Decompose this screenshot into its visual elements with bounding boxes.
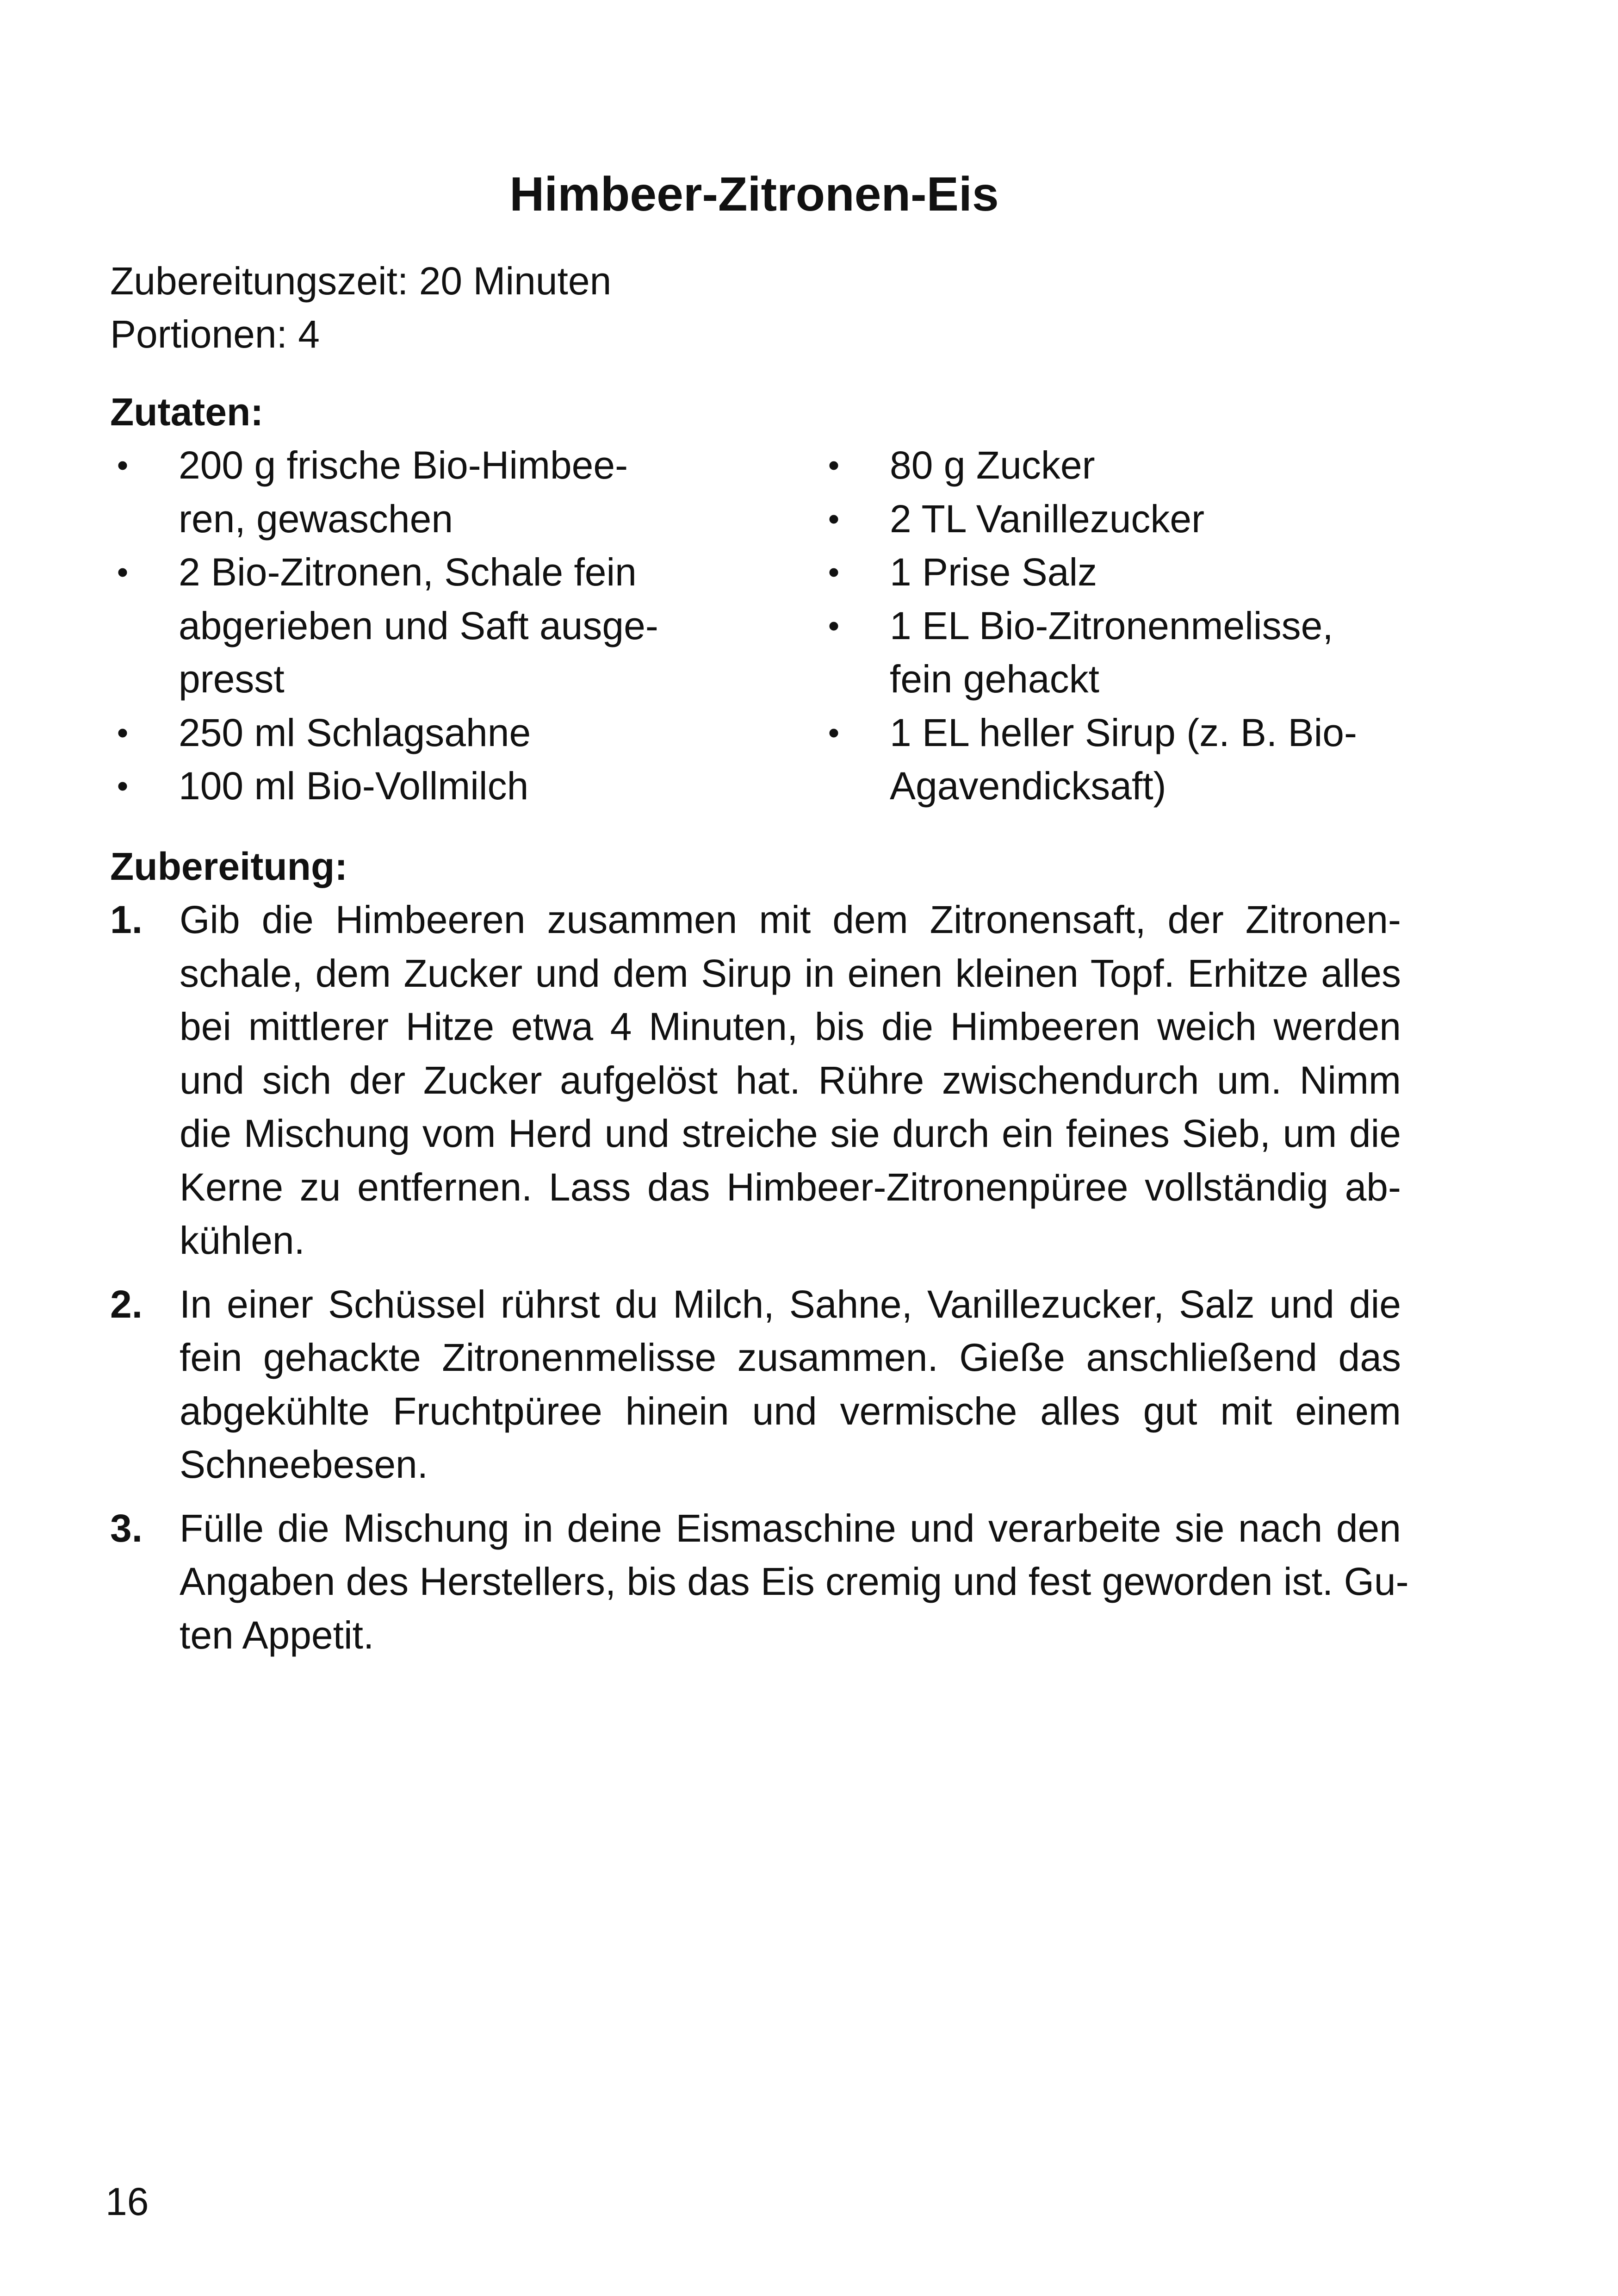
ingredient-item: • 200 g frische Bio-Himbee- ren, gewaschen (110, 439, 721, 546)
ingredient-item: • 80 g Zucker (821, 439, 1432, 492)
ingredient-item: • 2 Bio-Zitronen, Schale fein abgerieben und Saft ausge- presst (110, 546, 721, 706)
bullet-icon: • (117, 554, 129, 590)
preparation-steps (110, 893, 1409, 1672)
step-item: 2. In einer Schüssel rührst du Milch, Sahne, Vanillezucker, Salz und die fein gehackte Zitronenmelisse zusammen. Gieße anschließend das abgekühlte Fruchtpüree hinein und vermische alles gut mit einem Schneebesen. (110, 1278, 1401, 1492)
step-number: 2. (110, 1282, 143, 1326)
bullet-icon: • (828, 554, 840, 590)
ingredients-list-right (821, 439, 1432, 813)
ingredient-item: • 100 ml Bio-Vollmilch (110, 759, 721, 813)
recipe-title: Himbeer-Zitronen-Eis (509, 168, 999, 221)
bullet-icon: • (828, 500, 840, 537)
recipe-meta (110, 255, 611, 361)
ingredients-heading: Zutaten: (110, 390, 264, 434)
step-number: 1. (110, 898, 143, 941)
step-item: 3. Fülle die Mischung in deine Eismaschine und verarbeite sie nach den Angaben des Herstellers, bis das Eis cremig und fest geworden ist. Gu- ten Appetit. (110, 1502, 1401, 1662)
bullet-icon: • (117, 447, 129, 483)
step-item: 1. Gib die Himbeeren zusammen mit dem Zitronensaft, der Zitronen- schale, dem Zucker und dem Sirup in einen kleinen Topf. Erhitze alles bei mittlerer Hitze etwa 4 Minuten, bis die Himbeeren weich werden und sich der Zucker aufgelöst hat. Rühre zwischendurch um. Nimm die Mischung vom Herd und streiche sie durch ein feines Sieb, um die Kerne zu entfernen. Lass das Himbeer-Zitronenpüree vollständig ab- kühlen. (110, 893, 1401, 1268)
bullet-icon: • (828, 447, 840, 483)
ingredient-item: • 1 Prise Salz (821, 546, 1432, 599)
bullet-icon: • (117, 714, 129, 751)
bullet-icon: • (117, 768, 129, 804)
ingredient-item: • 1 EL Bio-Zitronenmelisse, fein gehackt (821, 599, 1432, 706)
preparation-heading: Zubereitung: (110, 845, 348, 888)
ingredient-item: • 2 TL Vanillezucker (821, 492, 1432, 546)
servings: Portionen: 4 (110, 312, 320, 356)
ingredient-item: • 250 ml Schlagsahne (110, 706, 721, 760)
bullet-icon: • (828, 607, 840, 644)
bullet-icon: • (828, 714, 840, 751)
ingredients-list-left (110, 439, 721, 813)
prep-time: Zubereitungszeit: 20 Minuten (110, 259, 612, 303)
ingredient-item: • 1 EL heller Sirup (z. B. Bio- Agavendicksaft) (821, 706, 1432, 813)
page-number: 16 (105, 2180, 149, 2223)
step-number: 3. (110, 1506, 143, 1550)
